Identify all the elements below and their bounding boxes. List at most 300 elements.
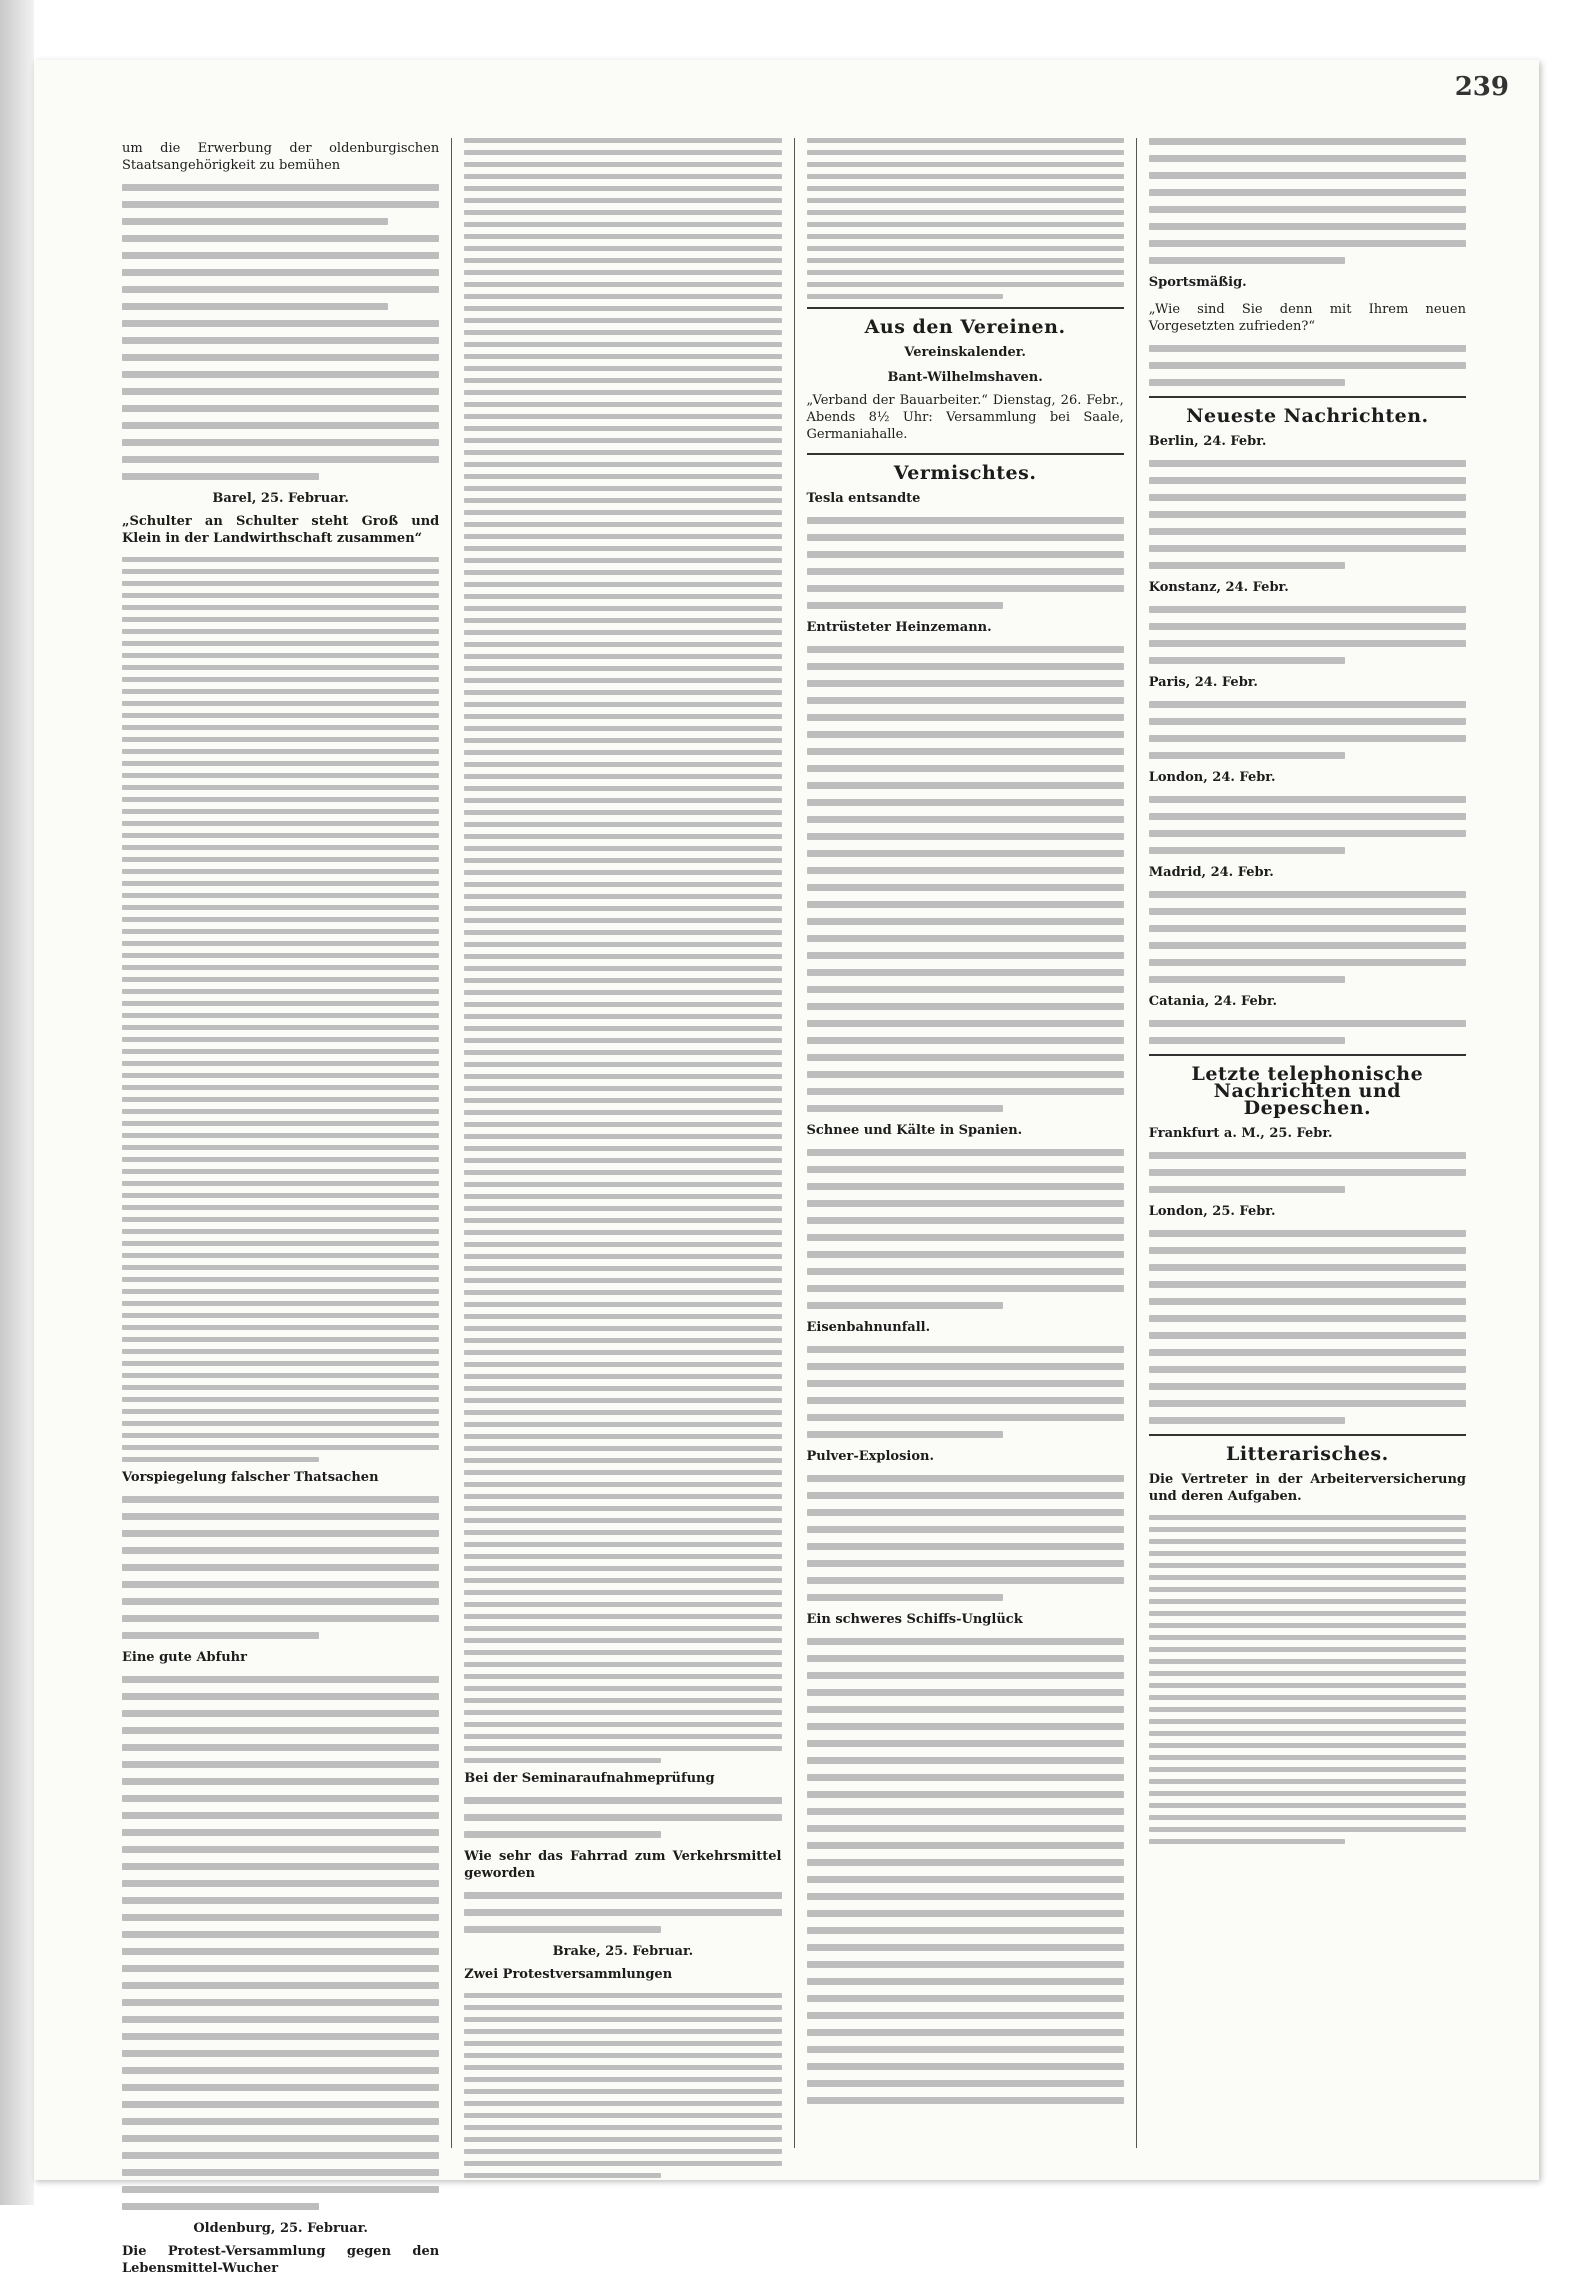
text-line [464, 1050, 781, 1055]
vereinskalender-event: „Verband der Bauarbeiter.“ Dienstag, 26. Febr., Abends 8½ Uhr: Versammlung bei Saale, Germaniahalle. [806, 393, 1124, 442]
text-line [464, 930, 781, 935]
text-line [122, 785, 439, 790]
text-line [122, 605, 439, 610]
text-line [1149, 1815, 1466, 1820]
text-line [1149, 1230, 1466, 1237]
text-line [464, 1386, 781, 1391]
text-line [807, 517, 1124, 524]
text-line [1149, 1186, 1346, 1193]
text-line [1149, 942, 1466, 949]
text-line [1149, 562, 1346, 569]
text-line [464, 2005, 781, 2010]
text-line [807, 816, 1124, 823]
text-line [464, 270, 781, 275]
text-line [1149, 752, 1346, 759]
text-line [464, 414, 781, 419]
text-line [122, 1598, 439, 1605]
text-line [464, 870, 781, 875]
text-line [464, 450, 781, 455]
text-line [807, 150, 1124, 155]
dateline-oldenburg: Oldenburg, 25. Februar. [193, 2221, 368, 2236]
text-block [464, 138, 781, 1763]
text-line [464, 2089, 781, 2094]
text-line [807, 1414, 1124, 1421]
column-2 [452, 138, 793, 2148]
text-line [122, 713, 439, 718]
text-line [807, 1944, 1124, 1951]
text-line [122, 1581, 439, 1588]
text-line [464, 522, 781, 527]
text-line [464, 534, 781, 539]
text-line [1149, 1037, 1346, 1044]
text-line [807, 1706, 1124, 1713]
text-line [1149, 1647, 1466, 1652]
text-line [807, 1689, 1124, 1696]
text-line [807, 1431, 1004, 1438]
text-line [464, 1458, 781, 1463]
text-line [464, 1374, 781, 1379]
text-line [122, 1693, 439, 1700]
text-line [807, 1594, 1004, 1601]
item-pulver: Pulver-Explosion. [806, 1449, 934, 1464]
text-line [122, 2186, 439, 2193]
section-telephon: Letzte telephonische Nachrichten und Depeschen. [1191, 1063, 1424, 1119]
text-line [464, 906, 781, 911]
text-line [464, 726, 781, 731]
dateline-frankfurt: Frankfurt a. M., 25. Febr. [1148, 1126, 1333, 1141]
text-line [464, 2173, 661, 2178]
text-line [807, 1251, 1124, 1258]
text-line [807, 663, 1124, 670]
text-line [807, 850, 1124, 857]
text-line [464, 786, 781, 791]
text-line [122, 1193, 439, 1198]
section-vermischtes: Vermischtes. [893, 462, 1037, 484]
text-line [1149, 1743, 1466, 1748]
text-line [122, 371, 439, 378]
section-divider [807, 307, 1124, 309]
text-line [464, 1578, 781, 1583]
text-line [122, 2169, 439, 2176]
text-line [122, 1157, 439, 1162]
text-line [1149, 1635, 1466, 1640]
text-line [464, 1614, 781, 1619]
text-line [464, 822, 781, 827]
text-line [1149, 925, 1466, 932]
text-line [1149, 460, 1466, 467]
text-line [464, 630, 781, 635]
text-line [807, 1071, 1124, 1078]
text-line [464, 606, 781, 611]
text-line [1149, 908, 1466, 915]
text-line [122, 821, 439, 826]
text-line [807, 270, 1124, 275]
text-line [1149, 379, 1346, 386]
text-line [1149, 1707, 1466, 1712]
text-line [122, 388, 439, 395]
text-line [807, 1200, 1124, 1207]
text-line [464, 1638, 781, 1643]
text-line [807, 748, 1124, 755]
text-line [1149, 206, 1466, 213]
text-line [464, 810, 781, 815]
text-line [464, 1266, 781, 1271]
text-line [807, 714, 1124, 721]
text-line [464, 750, 781, 755]
text-line [122, 1727, 439, 1734]
text-line [1149, 813, 1466, 820]
text-line [1149, 155, 1466, 162]
text-line [122, 941, 439, 946]
text-line [122, 737, 439, 742]
text-line [464, 378, 781, 383]
text-line [807, 1978, 1124, 1985]
text-line [807, 2080, 1124, 2087]
litterarisches-heading: Die Vertreter in der Arbeiterversicherung und deren Aufgaben. [1148, 1472, 1466, 1504]
text-line [122, 701, 439, 706]
text-line [464, 618, 781, 623]
dateline-berlin: Berlin, 24. Febr. [1148, 434, 1267, 449]
text-line [1149, 172, 1466, 179]
text-line [464, 2113, 781, 2118]
text-line [464, 390, 781, 395]
text-line [464, 1338, 781, 1343]
text-line [464, 1590, 781, 1595]
text-line [122, 1097, 439, 1102]
text-line [1149, 1791, 1466, 1796]
text-line [464, 174, 781, 179]
text-line [464, 342, 781, 347]
text-line [122, 893, 439, 898]
text-line [807, 2012, 1124, 2019]
text-line [122, 1744, 439, 1751]
text-line [122, 1085, 439, 1090]
text-line [122, 1277, 439, 1282]
text-line [807, 1757, 1124, 1764]
text-line [807, 1638, 1124, 1645]
text-line [464, 678, 781, 683]
text-block [1149, 1515, 1466, 1844]
text-line [464, 882, 781, 887]
text-line [1149, 718, 1466, 725]
text-line [122, 1205, 439, 1210]
text-line [464, 1422, 781, 1427]
text-line [464, 318, 781, 323]
text-line [807, 174, 1124, 179]
text-line [122, 977, 439, 982]
text-line [464, 558, 781, 563]
text-line [464, 570, 781, 575]
text-line [1149, 1400, 1466, 1407]
text-line [1149, 1731, 1466, 1736]
text-line [122, 845, 439, 850]
text-line [1149, 1366, 1466, 1373]
text-line [1149, 847, 1346, 854]
text-line [464, 474, 781, 479]
column-4 [1137, 138, 1478, 2148]
text-line [807, 2029, 1124, 2036]
text-line [122, 2067, 439, 2074]
section-vereine: Aus den Vereinen. [864, 316, 1066, 338]
text-line [464, 1182, 781, 1187]
text-line [807, 551, 1124, 558]
text-line [464, 1434, 781, 1439]
text-line [807, 765, 1124, 772]
text-line [122, 320, 439, 327]
text-line [464, 1650, 781, 1655]
quote-heading: „Schulter an Schulter steht Groß und Klein in der Landwirthschaft zusammen“ [122, 514, 440, 546]
text-line [807, 799, 1124, 806]
text-line [807, 1672, 1124, 1679]
text-line [464, 714, 781, 719]
item-heinzemann: Entrüsteter Heinzemann. [806, 620, 992, 635]
text-line [122, 1301, 439, 1306]
text-line [464, 1326, 781, 1331]
text-line [1149, 1803, 1466, 1808]
text-line [807, 210, 1124, 215]
text-line [464, 402, 781, 407]
text-line [122, 797, 439, 802]
text-line [807, 1380, 1124, 1387]
text-line [464, 1110, 781, 1115]
scan-edge-shadow [0, 0, 34, 2205]
text-line [464, 2161, 781, 2166]
text-line [122, 1676, 439, 1683]
text-line [464, 690, 781, 695]
text-line [807, 2097, 1124, 2104]
text-line [464, 2101, 781, 2106]
text-line [807, 1876, 1124, 1883]
text-line [464, 846, 781, 851]
heading-abfuhr: Eine gute Abfuhr [122, 1650, 247, 1665]
text-line [464, 1086, 781, 1091]
text-line [122, 1421, 439, 1426]
text-line [1149, 1671, 1466, 1676]
text-line [807, 680, 1124, 687]
text-line [1149, 1349, 1466, 1356]
text-line [1149, 1264, 1466, 1271]
text-line [807, 1961, 1124, 1968]
text-line [807, 1217, 1124, 1224]
text-line [807, 1234, 1124, 1241]
text-line [807, 697, 1124, 704]
text-line [122, 929, 439, 934]
text-line [122, 857, 439, 862]
text-line [464, 2065, 781, 2070]
text-line [807, 2046, 1124, 2053]
text-line [807, 585, 1124, 592]
text-line [1149, 1779, 1466, 1784]
text-line [464, 1494, 781, 1499]
text-line [122, 2101, 439, 2108]
text-line [807, 1088, 1124, 1095]
text-line [122, 201, 439, 208]
text-line [1149, 959, 1466, 966]
column-3 [795, 138, 1136, 2148]
text-line [807, 1560, 1124, 1567]
text-line [1149, 1020, 1466, 1027]
text-line [122, 1169, 439, 1174]
text-line [1149, 623, 1466, 630]
text-line [122, 2152, 439, 2159]
text-line [464, 894, 781, 899]
text-line [122, 1948, 439, 1955]
text-line [807, 935, 1124, 942]
item-schnee: Schnee und Kälte in Spanien. [806, 1123, 1023, 1138]
text-line [122, 252, 439, 259]
text-line [122, 581, 439, 586]
text-line [464, 294, 781, 299]
text-line [122, 953, 439, 958]
text-line [122, 1253, 439, 1258]
text-line [122, 1914, 439, 1921]
text-line [464, 1038, 781, 1043]
text-line [464, 1254, 781, 1259]
text-line [1149, 606, 1466, 613]
text-line [122, 629, 439, 634]
text-line [122, 809, 439, 814]
text-line [122, 1564, 439, 1571]
text-line [464, 1554, 781, 1559]
text-line [807, 1723, 1124, 1730]
text-line [807, 1808, 1124, 1815]
text-line [464, 1362, 781, 1367]
text-line [122, 1265, 439, 1270]
text-line [1149, 1623, 1466, 1628]
text-line [122, 905, 439, 910]
text-line [807, 1927, 1124, 1934]
text-line [122, 1513, 439, 1520]
text-line [464, 918, 781, 923]
text-line [122, 269, 439, 276]
dateline-london-2: London, 25. Febr. [1148, 1204, 1276, 1219]
text-line [464, 1242, 781, 1247]
text-line [464, 1446, 781, 1451]
text-line [464, 150, 781, 155]
vereinskalender-place: Bant-Wilhelmshaven. [887, 370, 1043, 385]
text-line [122, 1615, 439, 1622]
text-line [122, 2084, 439, 2091]
text-line [1149, 1839, 1346, 1844]
text-line [464, 1746, 781, 1751]
heading-seminar: Bei der Seminaraufnahmeprüfung [464, 1771, 715, 1786]
text-line [807, 901, 1124, 908]
text-line [122, 1965, 439, 1972]
text-line [464, 774, 781, 779]
text-line [464, 1314, 781, 1319]
text-line [1149, 223, 1466, 230]
text-line [1149, 735, 1466, 742]
text-line [807, 884, 1124, 891]
text-block [464, 1993, 781, 2178]
text-line [122, 1433, 439, 1438]
text-line [1149, 1383, 1466, 1390]
text-line [1149, 545, 1466, 552]
text-line [464, 1302, 781, 1307]
text-line [122, 2135, 439, 2142]
text-line [1149, 1551, 1466, 1556]
text-line [1149, 1169, 1466, 1176]
text-line [807, 1020, 1124, 1027]
text-line [122, 593, 439, 598]
text-line [122, 1457, 319, 1462]
text-line [122, 1812, 439, 1819]
text-line [464, 1194, 781, 1199]
section-divider [807, 453, 1124, 455]
text-line [464, 186, 781, 191]
text-line [1149, 1767, 1466, 1772]
text-line [464, 1134, 781, 1139]
opening-text: um die Erwerbung der oldenburgischen Staatsangehörigkeit zu bemühen [122, 141, 440, 173]
text-line [464, 594, 781, 599]
text-line [807, 1003, 1124, 1010]
text-line [464, 1410, 781, 1415]
text-line [464, 1758, 661, 1763]
text-line [1149, 1417, 1346, 1424]
text-line [1149, 511, 1466, 518]
text-line [122, 405, 439, 412]
text-line [1149, 345, 1466, 352]
text-line [464, 1814, 781, 1821]
text-line [1149, 796, 1466, 803]
text-line [807, 918, 1124, 925]
page-number: 239 [1454, 72, 1509, 102]
text-line [1149, 830, 1466, 837]
text-line [1149, 1695, 1466, 1700]
text-line [464, 1290, 781, 1295]
text-line [1149, 494, 1466, 501]
text-line [807, 186, 1124, 191]
text-line [464, 282, 781, 287]
text-line [807, 1492, 1124, 1499]
text-line [464, 1662, 781, 1667]
text-line [122, 989, 439, 994]
text-line [807, 1397, 1124, 1404]
text-line [464, 1506, 781, 1511]
dateline-brake: Brake, 25. Februar. [552, 1944, 694, 1959]
text-line [1149, 240, 1466, 247]
text-line [807, 602, 1004, 609]
text-line [1149, 1247, 1466, 1254]
text-line [464, 138, 781, 143]
text-line [807, 1149, 1124, 1156]
text-columns [110, 138, 1478, 2276]
text-line [807, 731, 1124, 738]
text-line [807, 1509, 1124, 1516]
text-line [122, 1385, 439, 1390]
text-line [464, 2077, 781, 2082]
text-line [1149, 1332, 1466, 1339]
text-line [1149, 1563, 1466, 1568]
text-line [464, 762, 781, 767]
text-line [807, 234, 1124, 239]
text-line [122, 1761, 439, 1768]
text-line [464, 246, 781, 251]
newspaper-page [34, 60, 1539, 2276]
text-line [122, 1037, 439, 1042]
text-line [464, 306, 781, 311]
text-line [122, 1846, 439, 1853]
text-line [122, 1445, 439, 1450]
text-line [1149, 138, 1466, 145]
text-line [464, 1170, 781, 1175]
text-line [1149, 1298, 1466, 1305]
text-line [122, 456, 439, 463]
text-line [122, 773, 439, 778]
text-line [464, 1230, 781, 1235]
text-line [122, 869, 439, 874]
vereinskalender-heading: Vereinskalender. [904, 345, 1026, 360]
